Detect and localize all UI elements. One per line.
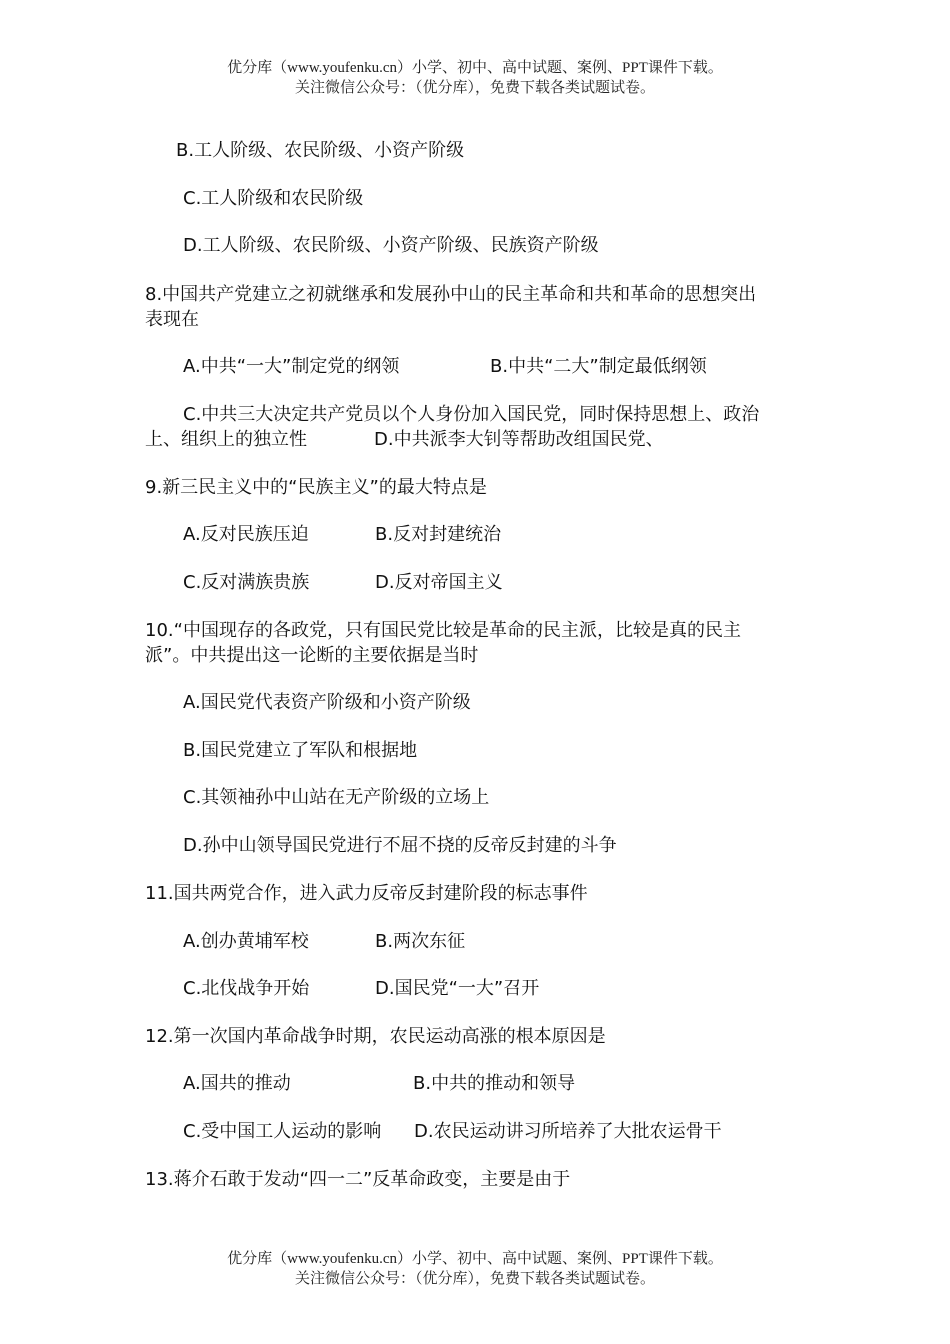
q9-option-b: B.反对封建统治 — [375, 524, 502, 545]
q8-stem-line-1: 8.中国共产党建立之初就继承和发展孙中山的民主革命和共和革命的思想突出 — [145, 284, 757, 305]
q12-option-a: A.国共的推动 — [183, 1073, 291, 1094]
q11-option-b: B.两次东征 — [375, 931, 466, 952]
footer-line-1: 优分库（www.youfenku.cn）小学、初中、高中试题、案例、PPT课件下载。 — [227, 1251, 723, 1267]
q8-stem-line-2: 表现在 — [145, 309, 199, 330]
q11-option-c: C.北伐战争开始 — [183, 978, 310, 999]
q9-option-c: C.反对满族贵族 — [183, 572, 310, 593]
q11-option-a: A.创办黄埔军校 — [183, 931, 309, 952]
q12-stem: 12.第一次国内革命战争时期，农民运动高涨的根本原因是 — [145, 1026, 606, 1047]
q10-stem-line-1: 10.“中国现存的各政党，只有国民党比较是革命的民主派，比较是真的民主 — [145, 620, 741, 641]
footer-line-2: 关注微信公众号：（优分库），免费下载各类试题试卷。 — [294, 1271, 655, 1287]
q7-option-d: D.工人阶级、农民阶级、小资产阶级、民族资产阶级 — [183, 235, 599, 256]
q10-stem-line-2: 派”。中共提出这一论断的主要依据是当时 — [145, 645, 479, 666]
q8-option-c-line-1: C.中共三大决定共产党员以个人身份加入国民党，同时保持思想上、政治 — [183, 404, 760, 425]
q10-option-a: A.国民党代表资产阶级和小资产阶级 — [183, 692, 471, 713]
q7-option-c: C.工人阶级和农民阶级 — [183, 188, 364, 209]
q11-option-d: D.国民党“一大”召开 — [375, 978, 540, 999]
q8-option-d: D.中共派李大钊等帮助改组国民党、 — [374, 429, 664, 450]
q12-option-d: D.农民运动讲习所培养了大批农运骨干 — [414, 1121, 722, 1142]
q12-option-c: C.受中国工人运动的影响 — [183, 1121, 382, 1142]
q8-option-b: B.中共“二大”制定最低纲领 — [490, 356, 707, 377]
q9-option-a: A.反对民族压迫 — [183, 524, 309, 545]
q10-option-c: C.其领袖孙中山站在无产阶级的立场上 — [183, 787, 490, 808]
q9-option-d: D.反对帝国主义 — [375, 572, 503, 593]
q8-option-c-line-2: 上、组织上的独立性 — [145, 429, 307, 450]
q10-option-b: B.国民党建立了军队和根据地 — [183, 740, 418, 761]
q10-option-d: D.孙中山领导国民党进行不屈不挠的反帝反封建的斗争 — [183, 835, 617, 856]
q8-option-a: A.中共“一大”制定党的纲领 — [183, 356, 400, 377]
q7-option-b: B.工人阶级、农民阶级、小资产阶级 — [176, 140, 465, 161]
header-line-1: 优分库（www.youfenku.cn）小学、初中、高中试题、案例、PPT课件下载。 — [227, 60, 723, 76]
header-line-2: 关注微信公众号：（优分库），免费下载各类试题试卷。 — [294, 80, 655, 96]
q9-stem: 9.新三民主义中的“民族主义”的最大特点是 — [145, 477, 487, 498]
q11-stem: 11.国共两党合作，进入武力反帝反封建阶段的标志事件 — [145, 883, 588, 904]
q13-stem: 13.蒋介石敢于发动“四一二”反革命政变，主要是由于 — [145, 1169, 571, 1190]
q12-option-b: B.中共的推动和领导 — [413, 1073, 576, 1094]
